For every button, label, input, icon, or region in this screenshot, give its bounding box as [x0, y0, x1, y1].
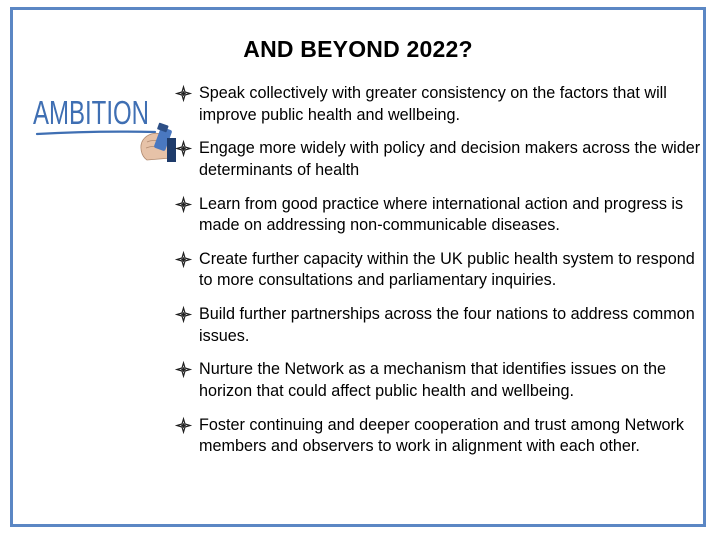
- bullet-text: Build further partnerships across the four nations to address common issues.: [199, 305, 695, 345]
- bullet-item: [176, 194, 704, 237]
- bullet-item: [176, 304, 704, 347]
- slide-title: AND BEYOND 2022?: [243, 36, 473, 62]
- bullet-item: [176, 138, 704, 181]
- bullet-text: Create further capacity within the UK public health system to respond to more consultations and parliamentary inquiries.: [199, 249, 695, 290]
- bullet-text: Speak collectively with greater consistency on the factors that will improve public health and wellbeing.: [199, 84, 667, 124]
- ambition-logo: [31, 82, 176, 164]
- diamond-bullet-icon: [176, 307, 191, 322]
- bullet-text: Engage more widely with policy and decision makers across the wider determinants of health: [199, 139, 701, 179]
- diamond-bullet-icon: [176, 86, 191, 101]
- bullet-text: Learn from good practice where international action and progress is made on addressing non-communicable diseases.: [199, 194, 684, 235]
- bullet-item: [176, 83, 704, 126]
- diamond-bullet-icon: [176, 252, 191, 267]
- diamond-bullet-icon: [176, 197, 191, 212]
- slide-frame: [10, 7, 706, 527]
- bullet-item: [176, 415, 704, 458]
- bullet-item: [176, 249, 704, 292]
- bullet-text: Nurture the Network as a mechanism that identifies issues on the horizon that could affect public health and wellbeing.: [199, 360, 666, 400]
- bullet-item: [176, 359, 704, 402]
- ambition-bullet-list: [176, 83, 704, 470]
- diamond-bullet-icon: [176, 418, 191, 433]
- bullet-text: Foster continuing and deeper cooperation and trust among Network members and observers to work in alignment with each other.: [199, 415, 685, 456]
- diamond-bullet-icon: [176, 362, 191, 377]
- diamond-bullet-icon: [176, 141, 191, 156]
- ambition-logo-text: AMBITION: [33, 94, 149, 131]
